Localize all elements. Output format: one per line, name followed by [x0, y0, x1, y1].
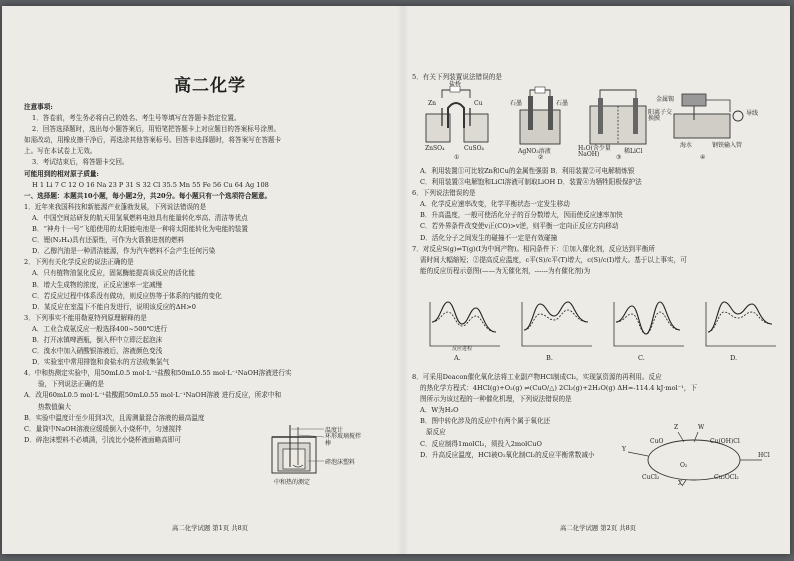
- page-2: [412, 6, 784, 554]
- text-line: 原反应: [426, 428, 446, 437]
- salt-bridge-label: 盐桥: [449, 81, 462, 88]
- figure-caption: 中和热的测定: [274, 479, 311, 486]
- text-line: 8．可采用Deacon催化氧化法将工业副产物HCl制成Cl₂，实现氯资源的再利用。反应: [412, 373, 662, 381]
- fig-num-2: ②: [538, 154, 544, 161]
- text-line: 3．考试结束后，将答题卡交回。: [32, 158, 129, 167]
- foam-label: 碎泡沫塑料: [325, 459, 356, 466]
- text-line: 2．回答选择题时，选出每小题答案后，用铅笔把答题卡上对应题目的答案标号涂黑。: [32, 125, 281, 134]
- text-line: C．锂(N₂H₄)具有还原性，可作为火箭推进剂的燃料: [32, 236, 185, 245]
- text-line: A．利用装置①可比较Zn和Cu的金属性强弱 B．利用装置②可电解精炼银: [420, 167, 635, 175]
- q7-diagrams: [426, 300, 776, 362]
- cell1-sol-cu: CuSO₄: [464, 145, 484, 152]
- text-line: A．改用60mL0.5 mol·L⁻¹盐酸跟50mL0.55 mol·L⁻¹NaOH溶液 进行反应，所求中和: [24, 391, 282, 400]
- page-title: 高二化学: [174, 76, 246, 96]
- text-line: B．图中转化涉及的反应中有两个属于氧化还: [420, 417, 551, 426]
- cell4-pipe-label: 钢铁输入管: [712, 142, 743, 149]
- text-line: 3．下列事实不能用勒夏特列原理解释的是: [24, 313, 147, 322]
- text-line: 1．近年来我国科技和新能源产业蓬勃发展，下列说法错误的是: [24, 202, 207, 211]
- text-line: A．化学反应速率改变，化学平衡状态一定发生移动: [420, 200, 570, 209]
- cell4-seawater-label: 海水: [680, 142, 693, 149]
- page-footer: 高二化学试题 第2页 共8页: [559, 524, 637, 532]
- text-line: 的热化学方程式：4HCl(g)+O₂(g) ⇌(CuO/△) 2Cl₂(g)+2H₂O(g) ΔH=-114.4 kJ·mol⁻¹，下: [420, 384, 697, 393]
- text-line: B．“神舟十一号”飞船使用的太阳能电池是一种将太阳能转化为电能的装置: [32, 225, 248, 234]
- cell4-tin-label: 金属锡: [656, 96, 675, 103]
- text-line: B．实验中温度计至少用到3次，且需测量混合溶液的最高温度: [24, 413, 205, 422]
- fold-crease: [397, 6, 409, 554]
- text-line: 2．下列有关化学反应的说法正确的是: [24, 258, 134, 267]
- text-line: A．中国空间站研发的航天用氢氧燃料电池具有能量转化率高、清洁等优点: [32, 213, 248, 222]
- question-line: 5．有关下列装置说法错误的是: [412, 73, 502, 81]
- text-line: 7．对反应S(g)⇌T(g)(I为中间产物)。相同条件下：①加入催化剂，反应达到平衡所: [412, 244, 655, 253]
- text-line: 可能用到的相对原子质量:: [24, 169, 99, 178]
- text-line: C．量筒中NaOH溶液应缓缓倒入小烧杯中，匀速搅拌: [24, 424, 182, 433]
- q7-choice-d: D.: [730, 354, 738, 362]
- text-line: 热数值偏大: [38, 402, 71, 411]
- cycle-label-x: X: [678, 480, 683, 487]
- cell3-sol-left: H₂O(含少量NaOH): [578, 145, 611, 158]
- cell2-electrode-left: 石墨: [510, 100, 523, 107]
- text-line: C．若反应过程中体系没有做功，则反应热等于体系的内能的变化: [32, 291, 222, 300]
- text-line: B．升高温度，一般可使活化分子的百分数增大，因而使反应速率加快: [420, 211, 623, 220]
- text-line: D．某反应在室温下不能自发进行，说明该反应的ΔH>0: [32, 302, 196, 311]
- text-line: A．只有植物油氢化反应，固氮酶能提高该反应的活化能: [32, 269, 196, 278]
- page-1: [24, 6, 396, 554]
- diagram-d: [706, 302, 776, 346]
- q5-q7-text: [412, 166, 784, 277]
- text-line: D．乙醇汽油是一种清洁能源，作为汽车燃料不会产生任何污染: [32, 247, 216, 256]
- text-line: 如需改动，用橡皮擦干净后，再选涂其他答案标号。回答非选择题时，将答案写在答题卡: [24, 136, 282, 145]
- text-line: 图所示为该过程的一种催化机理，下列说法错误的是: [420, 395, 572, 404]
- diagram-c: [614, 302, 684, 346]
- text-line: A．W为H₂O: [420, 406, 459, 415]
- thermometer-label: 温度计: [325, 427, 344, 434]
- cycle-node-cuohcl: Cu(OH)Cl: [710, 438, 740, 445]
- cell4-wire-label: 导线: [746, 110, 759, 117]
- cell1-metal-cu: Cu: [474, 100, 483, 107]
- text-line: 能的反应历程示意图(——为无催化剂，------为有催化剂)为: [420, 266, 591, 275]
- text-line: C．利用装置③电解饱和LiCl溶液可制取LiOH D．装置④为牺牲阳极保护法: [420, 178, 642, 187]
- cycle-node-cucl2: CuCl₂: [642, 474, 660, 481]
- cell1-metal-zn: Zn: [428, 100, 437, 107]
- cell1-sol-zn: ZnSO₄: [425, 145, 445, 152]
- q7-choice-a: A.: [454, 354, 461, 362]
- text-line: C．溴水中加入硝酸银溶液后，溶液颜色变浅: [32, 347, 163, 356]
- text-line: 注意事项:: [24, 103, 53, 111]
- text-line: 6．下列说法错误的是: [412, 189, 476, 198]
- cycle-node-cu2ocl2: Cu₂OCl₂: [714, 474, 739, 481]
- q7-choice-b: B.: [546, 354, 553, 362]
- fig-num-4: ④: [700, 154, 706, 161]
- text-line: C．若外界条件改变使v正(CO)>v逆，则平衡一定向正反应方向移动: [420, 222, 619, 231]
- text-line: D．升高反应温度，HCl被O₂氧化制Cl₂的反应平衡常数减小: [420, 450, 595, 459]
- fig-num-3: ③: [616, 154, 622, 161]
- cell3-membrane: 阳离子交换膜: [648, 109, 673, 122]
- text-line: C．反应制得1molCl₂，须投入2molCuO: [420, 439, 542, 448]
- text-line: D．活化分子之间发生的碰撞不一定是有效碰撞: [420, 233, 558, 242]
- cell3-sol-right: 稀LiCl: [624, 148, 643, 155]
- q7-choice-c: C.: [638, 354, 645, 362]
- q5-heading: [412, 72, 784, 83]
- text-line: 需时间大幅缩短；②提高反应温度，c平(S)/c平(T)增大，c(S)/c(I)增大。基于以上事实，可: [420, 255, 687, 264]
- text-line: 4．中和热测定实验中，用50mL0.5 mol·L⁻¹盐酸和50mL0.55 mol·L⁻¹NaOH溶液进行实: [24, 369, 292, 378]
- q5-apparatus-figure: [412, 81, 784, 164]
- text-line: 上。写在本试卷上无效。: [24, 147, 97, 156]
- cell2-solution: AgNO₃溶液: [518, 148, 551, 155]
- cell2-electrode-right: 石墨: [556, 100, 569, 107]
- cycle-label-y: Y: [622, 446, 626, 453]
- exam-sheet: [2, 6, 790, 554]
- text-line: 验，下列说法正确的是: [38, 380, 104, 389]
- q8-cycle-figure: [622, 424, 772, 488]
- diagram-b: [522, 302, 592, 346]
- calorimeter-figure: [264, 423, 364, 485]
- cycle-label-hcl: HCl: [758, 452, 770, 459]
- cycle-node-cuo: CuO: [650, 438, 664, 445]
- cycle-label-z: Z: [674, 424, 679, 431]
- q7-choice-row: [426, 354, 776, 364]
- q7-xaxis-label: 反应进程: [452, 346, 473, 352]
- diagram-a: [430, 302, 500, 346]
- stirrer-label: 环形玻璃搅拌棒: [325, 433, 362, 447]
- text-line: B．打开冰镇啤酒瓶，倒入杯中立即泛起泡沫: [32, 335, 163, 344]
- page-footer: 高二化学试题 第1页 共8页: [171, 524, 249, 532]
- text-line: 一、选择题：本题共10小题，每小题2分，共20分。每小题只有一个选项符合题意。: [24, 191, 272, 200]
- text-line: D．碎泡沫塑料不必填满，引流比小烧杯液面略高即可: [24, 435, 181, 444]
- text-line: B．增大生成物的浓度，正反应速率一定减慢: [32, 280, 163, 289]
- cycle-label-w: W: [698, 424, 705, 431]
- text-line: 1．答卷前，考生务必将自己的姓名、考生号等填写在答题卡指定位置。: [32, 114, 241, 123]
- fig-num-1: ①: [454, 154, 460, 161]
- page-1-text: [24, 102, 396, 446]
- text-line: H 1 Li 7 C 12 O 16 Na 23 P 31 S 32 Cl 35.5 Mn 55 Fe 56 Cu 64 Ag 108: [32, 180, 269, 189]
- cycle-label-o2: O₂: [680, 462, 688, 469]
- text-line: A．工业合成氨反应一般选择400~500℃进行: [32, 324, 168, 333]
- text-line: D．实验室中常用排饱和食盐水的方法收集氯气: [32, 358, 170, 367]
